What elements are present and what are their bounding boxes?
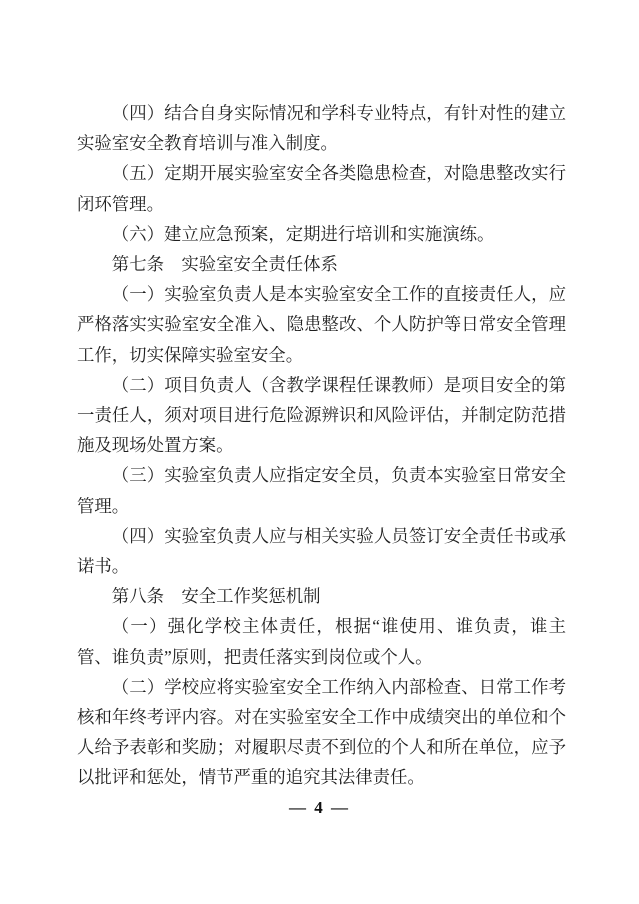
clause-paragraph: （五）定期开展实验室安全各类隐患检查，对隐患整改实行闭环管理。 [77,163,566,214]
clause-paragraph: （二）学校应将实验室安全工作纳入内部检查、日常工作考核和年终考评内容。对在实验室安全工作中成绩突出的单位和个人给予表彰和奖励；对履职尽责不到位的个人和所在单位，应予以批评和惩处，情节严重的追究其法律责任。 [77,676,566,788]
clause-paragraph: （二）项目负责人（含教学课程任课教师）是项目安全的第一责任人，须对项目进行危险源辨识和风险评估，并制定防范措施及现场处置方案。 [77,374,566,456]
clause-paragraph: （一）强化学校主体责任，根据“谁使用、谁负责，谁主管、谁负责”原则，把责任落实到岗位或个人。 [77,616,566,667]
document-body [77,98,566,793]
clause-paragraph: （一）实验室负责人是本实验室安全工作的直接责任人，应严格落实实验室安全准入、隐患整改、个人防护等日常安全管理工作，切实保障实验室安全。 [77,284,566,365]
clause-paragraph: （三）实验室负责人应指定安全员，负责本实验室日常安全管理。 [77,465,566,516]
clause-paragraph: （六）建立应急预案，定期进行培训和实施演练。 [111,223,495,244]
article-heading-8: 第八条 安全工作奖惩机制 [111,586,321,607]
clause-paragraph: （四）实验室负责人应与相关实验人员签订安全责任书或承诺书。 [77,525,566,577]
page-footer [0,793,639,823]
clause-paragraph: （四）结合自身实际情况和学科专业特点，有针对性的建立实验室安全教育培训与准入制度。 [77,103,566,154]
article-heading-7: 第七条 实验室安全责任体系 [111,254,338,275]
page-number: — 4 — [289,798,350,817]
